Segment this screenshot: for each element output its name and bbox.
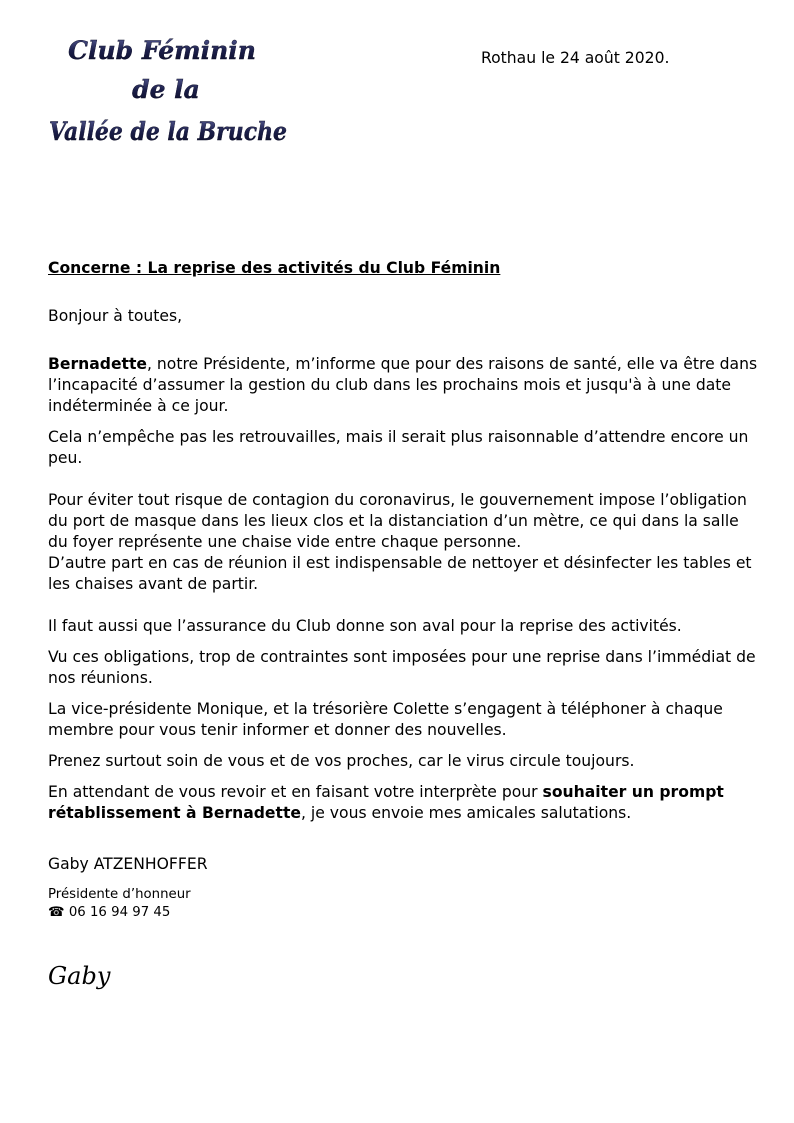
- letter-date: Rothau le 24 août 2020.: [481, 49, 670, 67]
- handwritten-signature: [48, 960, 128, 1000]
- paragraph-3: Pour éviter tout risque de contagion du coronavirus, le gouvernement impose l’obligation du port de masque dans les lieux clos et la distanciation d’un mètre, ce qui dans la salle du foyer représente une chaise vide entre chaque personne.: [48, 491, 747, 551]
- paragraph-4: Il faut aussi que l’assurance du Club donne son aval pour la reprise des activités.: [48, 617, 682, 635]
- signature-text: Gaby: [48, 962, 111, 990]
- sender-title: Présidente d’honneur: [48, 887, 191, 902]
- bold-name: Bernadette: [48, 355, 147, 373]
- paragraph-8: [48, 782, 760, 824]
- letter-body: [48, 258, 760, 922]
- phone-icon: ☎: [48, 905, 65, 920]
- logo-line-1: Club Féminin: [68, 36, 256, 65]
- signature-graphic: [48, 960, 128, 1000]
- sender-phone: [48, 904, 760, 922]
- paragraph-8-end: , je vous envoie mes amicales salutations.: [301, 804, 632, 822]
- paragraph-6: La vice-présidente Monique, et la trésorière Colette s’engagent à téléphoner à chaque membre pour vous tenir informer et donner des nouvelles.: [48, 700, 723, 739]
- paragraph-3b: D’autre part en cas de réunion il est indispensable de nettoyer et désinfecter les tables et les chaises avant de partir.: [48, 554, 752, 593]
- sender-name: Gaby ATZENHOFFER: [48, 855, 208, 873]
- club-logo: [48, 30, 298, 160]
- logo-line-2: de la: [132, 75, 200, 104]
- greeting: Bonjour à toutes,: [48, 307, 183, 325]
- club-logo-graphic: [48, 30, 298, 160]
- logo-line-3: Vallée de la Bruche: [49, 117, 287, 146]
- letter-subject: Concerne : La reprise des activités du Club Féminin: [48, 259, 501, 277]
- paragraph-1: [48, 354, 760, 417]
- paragraph-7: Prenez surtout soin de vous et de vos proches, car le virus circule toujours.: [48, 752, 635, 770]
- paragraph-1-text: , notre Présidente, m’informe que pour des raisons de santé, elle va être dans l’incapacité d’assumer la gestion du club dans les prochains mois et jusqu'à à une date indéterminée à ce jour.: [48, 355, 758, 415]
- paragraph-8-start: En attendant de vous revoir et en faisant votre interprète pour: [48, 783, 543, 801]
- paragraph-2: Cela n’empêche pas les retrouvailles, mais il serait plus raisonnable d’attendre encore un peu.: [48, 428, 749, 467]
- paragraph-5: Vu ces obligations, trop de contraintes sont imposées pour une reprise dans l’immédiat de nos réunions.: [48, 648, 756, 687]
- paragraph-8-bold: souhaiter un prompt rétablissement à Bernadette: [48, 783, 724, 822]
- phone-number: 06 16 94 97 45: [68, 905, 171, 920]
